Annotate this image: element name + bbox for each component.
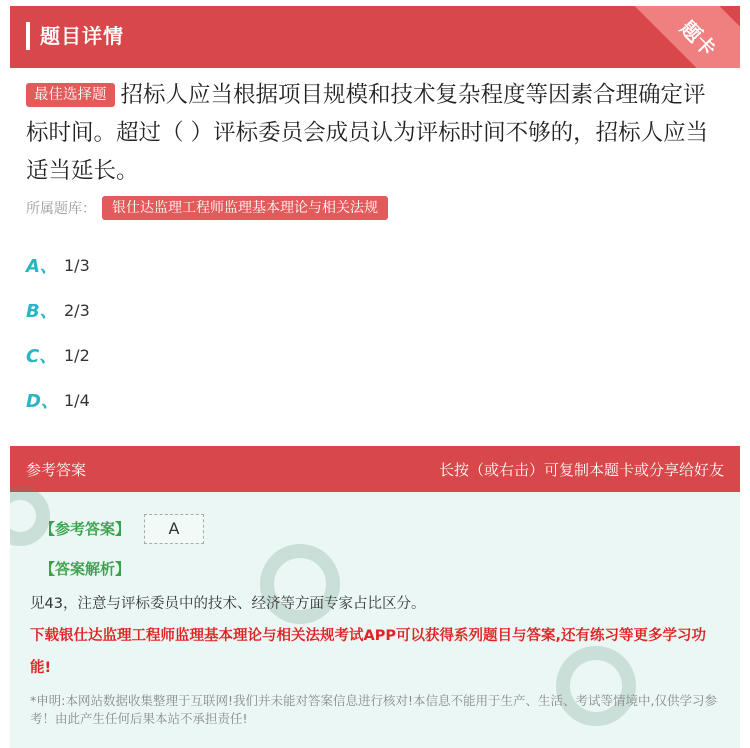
analysis-text: 见43，注意与评标委员中的技术、经济等方面专家占比区分。: [30, 596, 426, 612]
option-d[interactable]: [26, 387, 90, 413]
question-type-badge: 最佳选择题: [26, 83, 115, 107]
answer-panel-header: [10, 446, 740, 492]
bank-label: 所属题库：: [26, 201, 96, 217]
answer-header-title: 参考答案: [26, 461, 87, 479]
page-header: [10, 6, 740, 68]
option-letter: A、: [26, 256, 58, 277]
answer-label: 【参考答案】: [40, 520, 131, 538]
app-download-promo[interactable]: 下载银仕达监理工程师监理基本理论与相关法规考试APP可以获得系列题目与答案,还有练习等更多学习功能!: [30, 628, 706, 676]
bank-tag[interactable]: 银仕达监理工程师监理基本理论与相关法规: [102, 196, 388, 220]
option-text: 2/3: [64, 300, 90, 320]
option-text: 1/4: [64, 390, 90, 410]
option-letter: C、: [26, 346, 58, 367]
option-letter: D、: [26, 391, 59, 412]
disclaimer-text: *申明:本网站数据收集整理于互联网!我们并未能对答案信息进行核对!本信息不能用于生产、生活、考试等情境中,仅供学习参考！由此产生任何后果本站不承担责任!: [30, 693, 717, 726]
option-c[interactable]: [26, 342, 90, 368]
question-stem: [26, 76, 726, 190]
option-letter: B、: [26, 301, 58, 322]
question-text: 招标人应当根据项目规模和技术复杂程度等因素合理确定评标时间。超过（ ）评标委员会成员认为评标时间不够的，招标人应当适当延长。: [26, 82, 709, 184]
option-text: 1/3: [64, 255, 90, 275]
analysis-label: 【答案解析】: [40, 560, 131, 578]
option-b[interactable]: [26, 297, 90, 323]
ribbon-label: 题卡: [675, 15, 722, 61]
answer-panel: [10, 446, 740, 748]
option-a[interactable]: [26, 252, 90, 278]
answer-value: A: [144, 514, 204, 544]
question-bank-row: [26, 196, 388, 220]
share-hint: 长按（或右击）可复制本题卡或分享给好友: [438, 461, 724, 479]
page-title: 题目详情: [40, 24, 124, 48]
header-accent-bar: [26, 22, 30, 50]
option-text: 1/2: [64, 345, 90, 365]
question-card-ribbon: [620, 6, 740, 68]
